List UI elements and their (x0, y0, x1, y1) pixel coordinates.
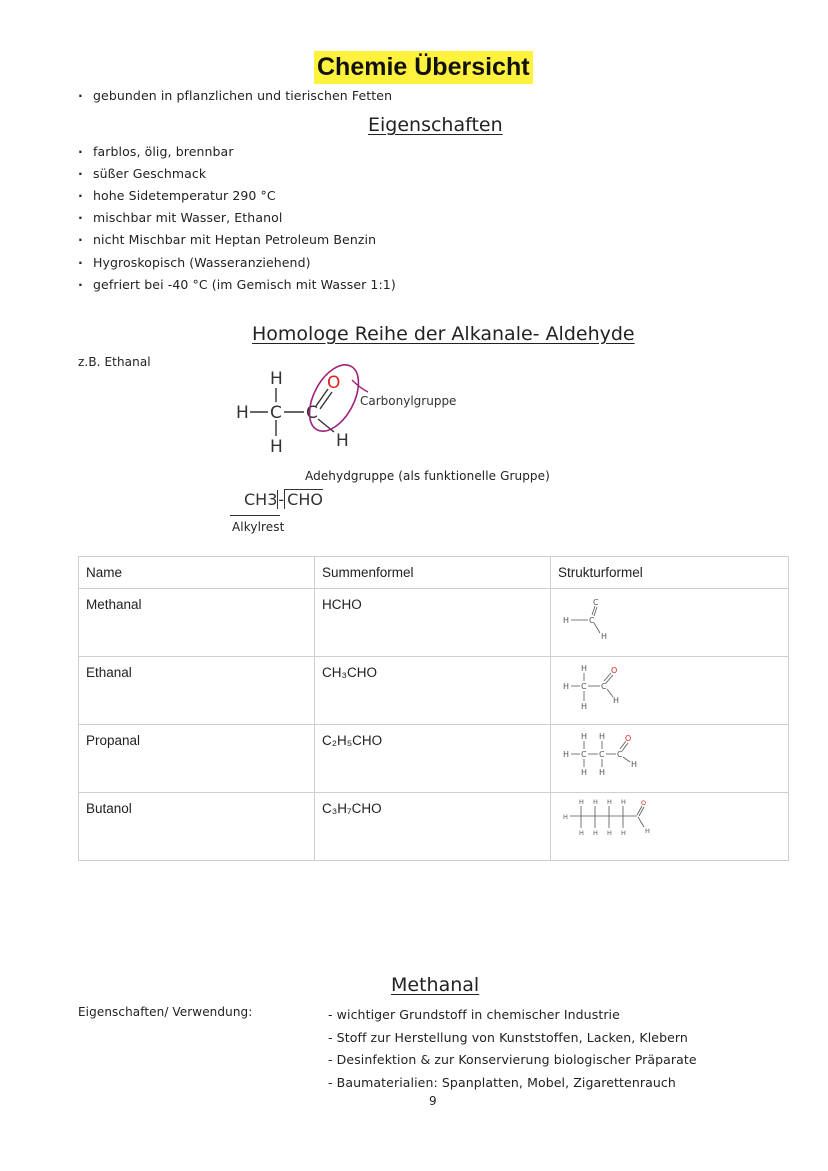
svg-text:H: H (581, 768, 588, 777)
cell-formula: HCHO (315, 589, 551, 657)
svg-text:C: C (581, 750, 587, 759)
svg-text:C: C (581, 682, 587, 691)
svg-text:H: H (563, 682, 570, 691)
table-row (79, 589, 789, 657)
list-item: · farblos, ölig, brennbar (78, 144, 234, 159)
svg-text:O: O (611, 666, 618, 675)
page-title: Chemie Übersicht (314, 51, 533, 84)
svg-text:H: H (581, 702, 588, 711)
cell-name: Ethanal (79, 657, 315, 725)
list-item: · gefriert bei -40 °C (im Gemisch mit Wasser 1:1) (78, 277, 396, 292)
svg-text:C: C (589, 616, 595, 625)
homologe-heading: Homologe Reihe der Alkanale- Aldehyde (252, 323, 635, 345)
alkylrest-line (230, 515, 280, 516)
list-item: - Stoff zur Herstellung von Kunststoffen, Lacken, Klebern (328, 1029, 688, 1045)
cell-structure (551, 725, 789, 793)
cell-structure (551, 657, 789, 725)
butanal-structure-icon (555, 795, 665, 851)
svg-text:H: H (563, 616, 570, 625)
list-item: - wichtiger Grundstoff in chemischer Industrie (328, 1007, 620, 1022)
atom-h-bottom: H (270, 437, 283, 457)
svg-text:H: H (607, 829, 612, 837)
svg-text:H: H (563, 750, 570, 759)
list-item: · süßer Geschmack (78, 166, 206, 181)
intro-bullet: · gebunden in pflanzlichen und tierischen Fetten (78, 88, 392, 103)
propanal-structure-icon (555, 727, 655, 783)
header-name: Name (79, 557, 315, 589)
methanal-list (328, 1004, 697, 1094)
atom-h-left: H (236, 403, 249, 423)
cell-name: Propanal (79, 725, 315, 793)
aldehyd-table (78, 556, 789, 861)
header-summenformel: Summenformel (315, 557, 551, 589)
methanal-heading: Methanal (391, 974, 480, 996)
methanal-label: Eigenschaften/ Verwendung: (78, 1005, 253, 1019)
table-row (79, 793, 789, 861)
example-label: z.B. Ethanal (78, 355, 151, 369)
table-row (79, 657, 789, 725)
atom-o: O (327, 373, 341, 393)
list-item: - Desinfektion & zur Konservierung biologischer Präparate (328, 1052, 697, 1067)
list-item: · nicht Mischbar mit Heptan Petroleum Benzin (78, 232, 376, 247)
cell-formula: C₂H₅CHO (315, 725, 551, 793)
svg-text:H: H (613, 696, 620, 705)
svg-text:H: H (631, 760, 638, 769)
svg-text:C: C (599, 750, 605, 759)
svg-text:H: H (607, 798, 612, 806)
svg-text:O: O (625, 734, 632, 743)
ethanal-diagram (228, 362, 528, 462)
svg-text:H: H (581, 664, 588, 673)
cell-formula: CH₃CHO (315, 657, 551, 725)
cell-structure (551, 589, 789, 657)
svg-text:C: C (593, 598, 599, 607)
carbonyl-label: Carbonylgruppe (360, 394, 457, 408)
header-strukturformel: Strukturformel (551, 557, 789, 589)
list-item: · hohe Sidetemperatur 290 °C (78, 188, 276, 203)
alkylrest-label: Alkylrest (232, 520, 285, 534)
methanal-structure-icon (555, 591, 645, 647)
cell-name: Butanol (79, 793, 315, 861)
svg-text:H: H (601, 632, 608, 641)
table-row (79, 725, 789, 793)
cell-formula: C₃H₇CHO (315, 793, 551, 861)
svg-text:H: H (593, 829, 598, 837)
atom-c1: C (270, 403, 282, 423)
cell-name: Methanal (79, 589, 315, 657)
eigenschaften-heading: Eigenschaften (368, 114, 503, 136)
atom-h-right: H (336, 431, 349, 451)
ethanal-structure-icon (555, 659, 645, 715)
svg-text:H: H (563, 813, 568, 821)
svg-text:H: H (599, 768, 606, 777)
svg-text:C: C (601, 682, 607, 691)
svg-text:H: H (621, 829, 626, 837)
svg-text:C: C (617, 750, 623, 759)
svg-text:H: H (599, 732, 606, 741)
cell-structure (551, 793, 789, 861)
aldehyd-label: Adehydgruppe (als funktionelle Gruppe) (305, 469, 550, 483)
list-item: - Baumaterialien: Spanplatten, Mobel, Zigarettenrauch (328, 1074, 676, 1090)
list-item: · mischbar mit Wasser, Ethanol (78, 210, 282, 225)
svg-text:O: O (641, 799, 647, 807)
svg-text:H: H (645, 827, 650, 835)
page-number: 9 (429, 1094, 437, 1108)
table-header-row (79, 557, 789, 589)
svg-text:H: H (581, 732, 588, 741)
aldehyd-formula: CH3- CHO (244, 490, 323, 509)
svg-text:H: H (621, 798, 626, 806)
atom-h-top: H (270, 369, 283, 389)
atom-c2: C (306, 403, 318, 423)
list-item: · Hygroskopisch (Wasseranziehend) (78, 255, 311, 270)
svg-text:H: H (579, 829, 584, 837)
svg-text:H: H (579, 798, 584, 806)
svg-text:H: H (593, 798, 598, 806)
